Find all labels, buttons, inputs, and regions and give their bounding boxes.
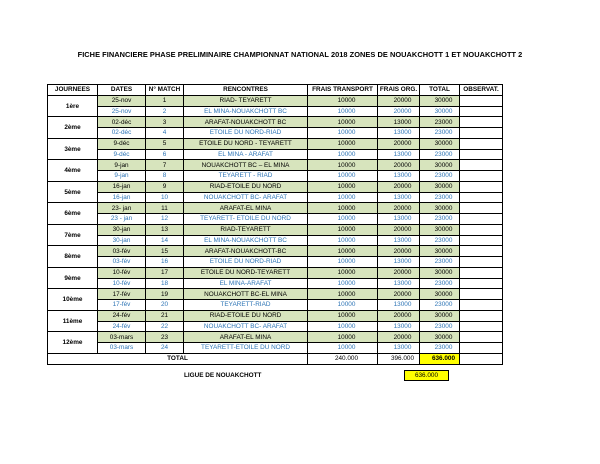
journee-cell: 2ème [48, 117, 98, 139]
match-cell: 12 [146, 214, 184, 225]
date-cell: 16-jan [98, 181, 146, 192]
table-row [48, 289, 503, 300]
date-cell: 17-fév [98, 300, 146, 311]
match-cell: 1 [146, 95, 184, 106]
totals-transport: 240.000 [308, 353, 378, 364]
table-row [48, 300, 503, 311]
frais-transport-cell: 10000 [308, 321, 378, 332]
date-cell: 9-jan [98, 171, 146, 182]
observation-cell [460, 278, 503, 289]
rencontre-cell: RIAD-TEYARETT [184, 224, 308, 235]
date-cell: 30-jan [98, 235, 146, 246]
frais-transport-cell: 10000 [308, 343, 378, 354]
match-cell: 19 [146, 289, 184, 300]
totals-observations [460, 353, 503, 364]
table-row [48, 149, 503, 160]
match-cell: 2 [146, 106, 184, 117]
total-cell: 30000 [420, 332, 460, 343]
frais-org-cell: 13000 [378, 235, 420, 246]
table-row [48, 106, 503, 117]
match-cell: 13 [146, 224, 184, 235]
total-cell: 30000 [420, 310, 460, 321]
total-cell: 23000 [420, 235, 460, 246]
observation-cell [460, 224, 503, 235]
frais-org-cell: 13000 [378, 192, 420, 203]
observation-cell [460, 214, 503, 225]
journee-cell: 8ème [48, 246, 98, 268]
observation-cell [460, 117, 503, 128]
date-cell: 03-fév [98, 246, 146, 257]
frais-transport-cell: 10000 [308, 224, 378, 235]
header-total: TOTAL [420, 85, 460, 96]
total-cell: 23000 [420, 149, 460, 160]
total-cell: 30000 [420, 138, 460, 149]
match-cell: 14 [146, 235, 184, 246]
total-cell: 23000 [420, 278, 460, 289]
table-row [48, 257, 503, 268]
frais-transport-cell: 10000 [308, 117, 378, 128]
frais-transport-cell: 10000 [308, 257, 378, 268]
rencontre-cell: ETOILE DU NORD - TEYARETT [184, 138, 308, 149]
journee-cell: 7ème [48, 224, 98, 246]
total-cell: 23000 [420, 321, 460, 332]
frais-org-cell: 13000 [378, 321, 420, 332]
frais-org-cell: 13000 [378, 117, 420, 128]
match-cell: 17 [146, 267, 184, 278]
table-row [48, 246, 503, 257]
match-cell: 5 [146, 138, 184, 149]
observation-cell [460, 289, 503, 300]
match-cell: 22 [146, 321, 184, 332]
match-cell: 11 [146, 203, 184, 214]
match-cell: 6 [146, 149, 184, 160]
observation-cell [460, 310, 503, 321]
rencontre-cell: ARAFAT-NOUAKCHOTT-BC [184, 246, 308, 257]
frais-transport-cell: 10000 [308, 160, 378, 171]
match-cell: 21 [146, 310, 184, 321]
journee-cell: 5ème [48, 181, 98, 203]
total-cell: 30000 [420, 246, 460, 257]
table-row [48, 310, 503, 321]
journee-cell: 9ème [48, 267, 98, 289]
rencontre-cell: ARAFAT-NOUAKCHOTT BC [184, 117, 308, 128]
frais-transport-cell: 10000 [308, 278, 378, 289]
total-cell: 23000 [420, 214, 460, 225]
observation-cell [460, 267, 503, 278]
observation-cell [460, 203, 503, 214]
frais-transport-cell: 10000 [308, 246, 378, 257]
table-row [48, 214, 503, 225]
table-row [48, 278, 503, 289]
date-cell: 23- jan [98, 203, 146, 214]
observation-cell [460, 321, 503, 332]
table-row [48, 224, 503, 235]
total-cell: 30000 [420, 181, 460, 192]
table-row [48, 343, 503, 354]
frais-org-cell: 13000 [378, 149, 420, 160]
frais-transport-cell: 10000 [308, 310, 378, 321]
frais-transport-cell: 10000 [308, 106, 378, 117]
frais-transport-cell: 10000 [308, 235, 378, 246]
date-cell: 23 - jan [98, 214, 146, 225]
frais-org-cell: 20000 [378, 224, 420, 235]
table-row [48, 332, 503, 343]
frais-org-cell: 20000 [378, 181, 420, 192]
total-cell: 30000 [420, 95, 460, 106]
observation-cell [460, 149, 503, 160]
table-row [48, 267, 503, 278]
date-cell: 03-mars [98, 332, 146, 343]
totals-row [48, 353, 503, 364]
total-cell: 23000 [420, 171, 460, 182]
rencontre-cell: NOUAKCHOTT BC- ARAFAT [184, 192, 308, 203]
rencontre-cell: TEYARETT-RIAD [184, 300, 308, 311]
date-cell: 16-jan [98, 192, 146, 203]
table-row [48, 138, 503, 149]
observation-cell [460, 192, 503, 203]
frais-org-cell: 20000 [378, 160, 420, 171]
observation-cell [460, 343, 503, 354]
rencontre-cell: RIAD-ETOILE DU NORD [184, 310, 308, 321]
journee-cell: 6ème [48, 203, 98, 225]
frais-org-cell: 13000 [378, 128, 420, 139]
totals-grand-total: 636.000 [420, 353, 460, 364]
total-cell: 30000 [420, 160, 460, 171]
total-cell: 30000 [420, 267, 460, 278]
match-cell: 10 [146, 192, 184, 203]
rencontre-cell: ETOILE DU NORD-TEYARETT [184, 267, 308, 278]
match-cell: 15 [146, 246, 184, 257]
match-cell: 9 [146, 181, 184, 192]
observation-cell [460, 246, 503, 257]
observation-cell [460, 128, 503, 139]
frais-org-cell: 13000 [378, 171, 420, 182]
frais-transport-cell: 10000 [308, 138, 378, 149]
frais-org-cell: 13000 [378, 214, 420, 225]
frais-transport-cell: 10000 [308, 192, 378, 203]
rencontre-cell: TEYARETT-ETOILE DU NORD [184, 343, 308, 354]
rencontre-cell: TEYARETT - RIAD [184, 171, 308, 182]
rencontre-cell: NOUAKCHOTT BC – EL MINA [184, 160, 308, 171]
table-row [48, 117, 503, 128]
date-cell: 10-fév [98, 267, 146, 278]
observation-cell [460, 138, 503, 149]
frais-org-cell: 20000 [378, 138, 420, 149]
frais-org-cell: 20000 [378, 203, 420, 214]
header-dates: DATES [98, 85, 146, 96]
journee-cell: 1ère [48, 95, 98, 117]
match-cell: 8 [146, 171, 184, 182]
frais-transport-cell: 10000 [308, 181, 378, 192]
table-row [48, 128, 503, 139]
rencontre-cell: ETOILE DU NORD-RIAD [184, 257, 308, 268]
total-cell: 23000 [420, 343, 460, 354]
rencontre-cell: RIAD- TEYARETT [184, 95, 308, 106]
total-cell: 30000 [420, 203, 460, 214]
journee-cell: 3ème [48, 138, 98, 160]
frais-transport-cell: 10000 [308, 300, 378, 311]
observation-cell [460, 332, 503, 343]
total-cell: 30000 [420, 224, 460, 235]
table-row [48, 95, 503, 106]
rencontre-cell: TEYARETT- ETOILE DU NORD [184, 214, 308, 225]
date-cell: 02-déc [98, 128, 146, 139]
frais-org-cell: 20000 [378, 95, 420, 106]
total-cell: 23000 [420, 192, 460, 203]
header-journees: JOURNEES [48, 85, 98, 96]
date-cell: 03-mars [98, 343, 146, 354]
ligue-label: LIGUE DE NOUAKCHOTT [184, 372, 262, 379]
total-cell: 23000 [420, 300, 460, 311]
ligue-value: 636.000 [404, 370, 449, 381]
match-cell: 18 [146, 278, 184, 289]
rencontre-cell: ARAFAT-EL MINA [184, 332, 308, 343]
financial-table [47, 84, 503, 365]
journee-cell: 4ème [48, 160, 98, 182]
frais-transport-cell: 10000 [308, 171, 378, 182]
frais-transport-cell: 10000 [308, 289, 378, 300]
rencontre-cell: NOUAKCHOTT BC- ARAFAT [184, 321, 308, 332]
date-cell: 9-déc [98, 149, 146, 160]
rencontre-cell: EL MINA-ARAFAT [184, 278, 308, 289]
match-cell: 23 [146, 332, 184, 343]
frais-org-cell: 13000 [378, 300, 420, 311]
total-cell: 23000 [420, 128, 460, 139]
page-title: FICHE FINANCIERE PHASE PRELIMINAIRE CHAMPIONNAT NATIONAL 2018 ZONES DE NOUAKCHOTT 1 ET NOUAKCHOTT 2 [77, 50, 523, 59]
table-row [48, 181, 503, 192]
journee-cell: 12ème [48, 332, 98, 354]
table-header-row [48, 85, 503, 96]
frais-org-cell: 20000 [378, 267, 420, 278]
date-cell: 25-nov [98, 106, 146, 117]
observation-cell [460, 95, 503, 106]
frais-org-cell: 20000 [378, 289, 420, 300]
total-cell: 30000 [420, 106, 460, 117]
observation-cell [460, 257, 503, 268]
observation-cell [460, 300, 503, 311]
table-row [48, 235, 503, 246]
total-cell: 23000 [420, 117, 460, 128]
frais-transport-cell: 10000 [308, 332, 378, 343]
date-cell: 24-fév [98, 321, 146, 332]
frais-org-cell: 13000 [378, 257, 420, 268]
frais-transport-cell: 10000 [308, 203, 378, 214]
frais-transport-cell: 10000 [308, 95, 378, 106]
header-observations: OBSERVAT. [460, 85, 503, 96]
match-cell: 20 [146, 300, 184, 311]
header-match: N° MATCH [146, 85, 184, 96]
match-cell: 24 [146, 343, 184, 354]
date-cell: 02-déc [98, 117, 146, 128]
match-cell: 3 [146, 117, 184, 128]
journee-cell: 11ème [48, 310, 98, 332]
header-rencontres: RENCONTRES [184, 85, 308, 96]
journee-cell: 10ème [48, 289, 98, 311]
rencontre-cell: ARAFAT-EL MINA [184, 203, 308, 214]
table-row [48, 160, 503, 171]
frais-transport-cell: 10000 [308, 128, 378, 139]
date-cell: 9-déc [98, 138, 146, 149]
table-row [48, 192, 503, 203]
date-cell: 30-jan [98, 224, 146, 235]
observation-cell [460, 235, 503, 246]
date-cell: 24-fév [98, 310, 146, 321]
header-frais-transport: FRAIS TRANSPORT [308, 85, 378, 96]
match-cell: 16 [146, 257, 184, 268]
date-cell: 03-fév [98, 257, 146, 268]
total-cell: 30000 [420, 289, 460, 300]
date-cell: 17-fév [98, 289, 146, 300]
frais-org-cell: 13000 [378, 278, 420, 289]
date-cell: 10-fév [98, 278, 146, 289]
frais-org-cell: 20000 [378, 246, 420, 257]
totals-label: TOTAL [48, 353, 308, 364]
date-cell: 25-nov [98, 95, 146, 106]
rencontre-cell: RIAD-ETOILE DU NORD [184, 181, 308, 192]
rencontre-cell: EL MINA-NOUAKCHOTT BC [184, 235, 308, 246]
observation-cell [460, 181, 503, 192]
rencontre-cell: ETOILE DU NORD-RIAD [184, 128, 308, 139]
frais-transport-cell: 10000 [308, 149, 378, 160]
rencontre-cell: EL MINA-NOUAKCHOTT BC [184, 106, 308, 117]
frais-org-cell: 20000 [378, 310, 420, 321]
total-cell: 23000 [420, 257, 460, 268]
frais-transport-cell: 10000 [308, 267, 378, 278]
observation-cell [460, 171, 503, 182]
date-cell: 9-jan [98, 160, 146, 171]
frais-org-cell: 20000 [378, 106, 420, 117]
frais-org-cell: 20000 [378, 332, 420, 343]
totals-org: 396.000 [378, 353, 420, 364]
frais-org-cell: 13000 [378, 343, 420, 354]
observation-cell [460, 160, 503, 171]
header-frais-org: FRAIS ORG. [378, 85, 420, 96]
frais-transport-cell: 10000 [308, 214, 378, 225]
rencontre-cell: EL MINA - ARAFAT [184, 149, 308, 160]
rencontre-cell: NOUAKCHOTT BC-EL MINA [184, 289, 308, 300]
match-cell: 7 [146, 160, 184, 171]
table-row [48, 171, 503, 182]
table-row [48, 321, 503, 332]
match-cell: 4 [146, 128, 184, 139]
table-row [48, 203, 503, 214]
observation-cell [460, 106, 503, 117]
